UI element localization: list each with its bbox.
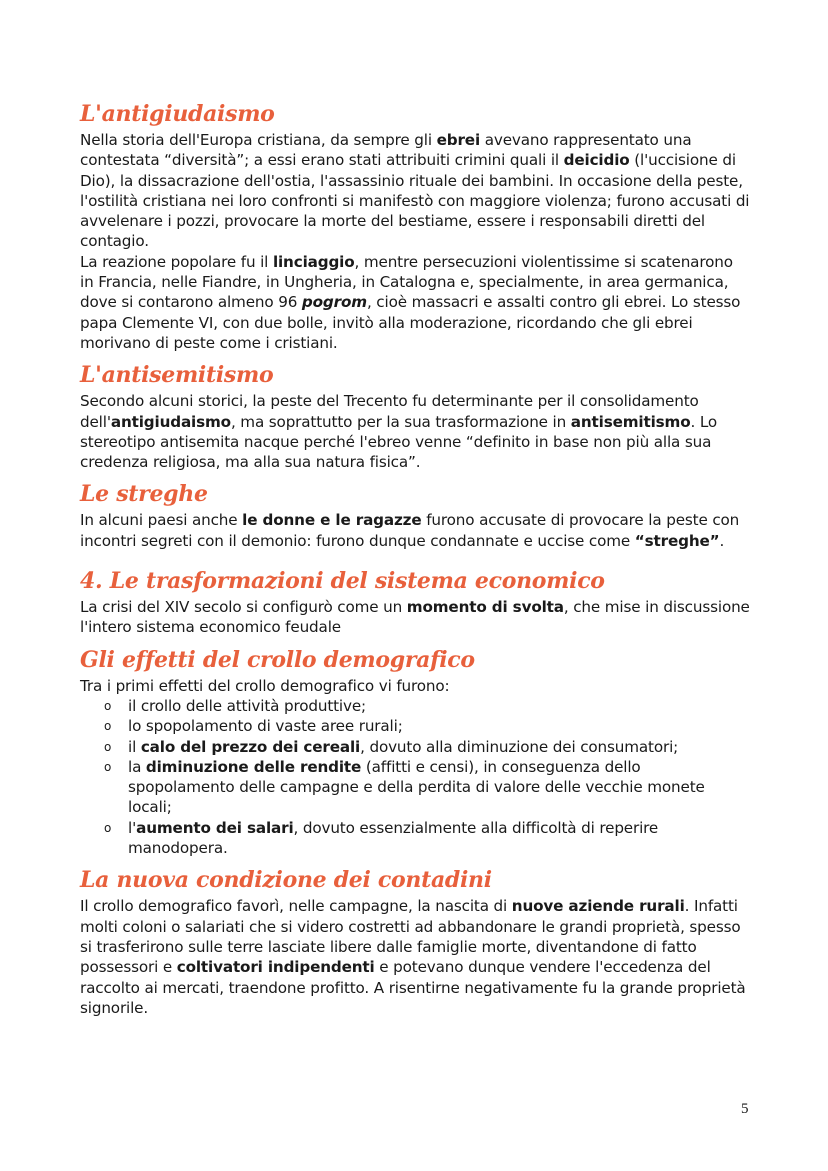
bullet-marker: o [104,820,112,835]
section-title: Le streghe [80,481,208,508]
text: la [128,757,146,776]
text: l' [128,818,137,837]
text: . Lo stereotipo antisemita nacque perché l'ebreo venne “definito in base non più alla sua credenza religiosa, ma alla sua natura fisica”. [80,412,718,472]
paragraph [80,510,750,551]
paragraph [80,597,750,638]
list-item [104,696,750,716]
paragraph [80,252,750,353]
bold-term: coltivatori indipendenti [176,958,375,977]
section-title: Gli effetti del crollo demografico [80,646,475,673]
text: (l'uccisione di Dio), la dissacrazione dell'ostia, l'assassinio rituale dei bambini. In occasione della peste, l'ostilità cristiana nei loro confronti si manifestò con maggiore violenza; furono accusati di avvelenare i pozzi, provocare la morte del bestiame, essere i responsabili diretti del contagio. [80,151,750,251]
section-effetti [80,646,750,859]
bullet-marker: o [104,698,112,713]
bullet-list [80,696,750,858]
paragraph [80,896,750,1018]
list-item [104,757,750,818]
bold-term: aumento dei salari [136,818,294,837]
text: , ma soprattutto per la sua trasformazione in [230,412,571,431]
text: , dovuto alla diminuzione dei consumatori; [360,737,679,756]
section-antisemitismo [80,361,750,472]
text: Il crollo demografico favorì, nelle campagne, la nascita di [80,897,512,916]
text: avevano rappresentato una contestata “diversità”; a essi erano stati attribuiti crimini quali il [80,131,692,170]
page-number: 5 [741,1101,749,1117]
bold-term: antisemitismo [570,412,691,431]
text: furono accusate di provocare la peste con incontri segreti con il demonio: furono dunque condannate e uccise come [80,511,740,550]
text: In alcuni paesi anche [80,511,243,530]
paragraph [80,391,750,472]
text: il crollo delle attività produttive; [128,696,366,715]
text: e potevano dunque vendere l'eccedenza del raccolto ai mercati, traendone profitto. A risentirne negativamente fu la grande proprietà signorile. [80,958,746,1017]
list-item [104,716,750,736]
bold-term: linciaggio [272,252,355,271]
bold-term: nuove aziende rurali [511,897,685,916]
text: il [128,737,141,756]
bold-term: deicidio [563,151,630,170]
text: (affitti e censi), in conseguenza dello spopolamento delle campagne e della perdita di valore delle vecchie monete locali; [128,757,705,817]
bold-term: “streghe” [634,531,720,550]
document-page [80,100,750,1026]
paragraph [80,130,750,252]
list-item [104,818,750,859]
text: , mentre persecuzioni violentissime si scatenarono in Francia, nelle Fiandre, in Ungheria, in Catalogna e, specialmente, in area germanica, dove si contarono almeno 96 [80,252,733,312]
text: Nella storia dell'Europa cristiana, da sempre gli [80,131,437,149]
text: Secondo alcuni storici, la peste del Trecento fu determinante per il consolidamento dell' [80,392,699,431]
text: , che mise in discussione l'intero sistema economico feudale [80,598,750,637]
bold-italic-term: pogrom [301,293,367,312]
section-title: L'antisemitismo [80,362,274,389]
text: lo spopolamento di vaste aree rurali; [128,717,403,736]
bold-term: antigiudaismo [110,412,231,431]
bold-term: momento di svolta [406,598,564,617]
text: La crisi del XIV secolo si configurò come un [80,598,407,617]
section-title: L'antigiudaismo [80,101,275,127]
bullet-marker: o [104,759,112,774]
section-streghe [80,480,750,551]
text: La reazione popolare fu il [80,252,273,271]
text: , dovuto essenzialmente alla difficoltà di reperire manodopera. [128,818,659,858]
section-contadini [80,866,750,1018]
bold-term: diminuzione delle rendite [145,757,362,776]
bullet-marker: o [104,719,112,734]
section-trasformazioni [80,567,750,638]
bold-term: le donne e le ragazze [242,511,422,530]
list-item [104,737,750,757]
paragraph: Tra i primi effetti del crollo demografico vi furono: [80,676,450,695]
bullet-marker: o [104,739,112,754]
chapter-title: 4. Le trasformazioni del sistema economico [80,568,605,595]
text: . Infatti molti coloni o salariati che si videro costretti ad abbandonare le grandi proprietà, spesso si trasferirono sulle terre lasciate libere dalle famiglie morte, diventandone di fatto possessori e [80,897,741,977]
section-antigiudaismo [80,100,750,353]
bold-term: ebrei [436,131,481,149]
text: , cioè massacri e assalti contro gli ebrei. Lo stesso papa Clemente VI, con due bolle, invitò alla moderazione, ricordando che gli ebrei morivano di peste come i cristiani. [80,293,741,352]
text: . [719,531,725,550]
section-title: La nuova condizione dei contadini [80,867,492,894]
bold-term: calo del prezzo dei cereali [140,737,361,756]
